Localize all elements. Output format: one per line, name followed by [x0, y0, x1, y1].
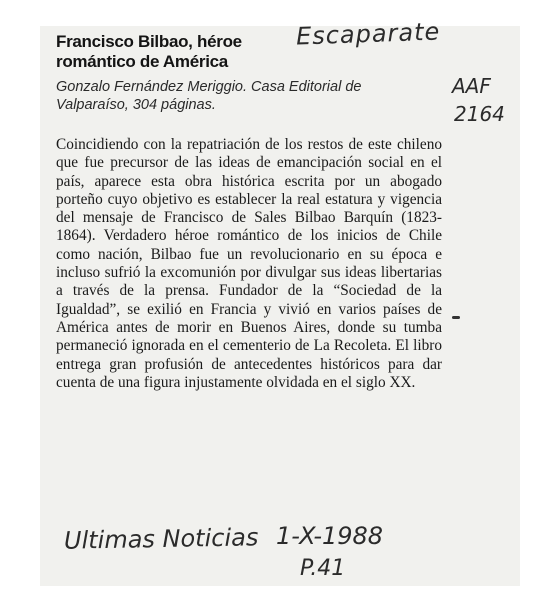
- handwritten-archive-code: AAF: [452, 74, 491, 98]
- handwritten-section-note: Escaparate: [295, 17, 441, 51]
- article-title: Francisco Bilbao, héroe romántico de América: [56, 32, 242, 71]
- handwritten-date: 1-X-1988: [276, 522, 384, 550]
- handwritten-source: Ultimas Noticias: [63, 523, 259, 555]
- handwritten-archive-number: 2164: [454, 102, 505, 126]
- margin-mark: [452, 316, 460, 319]
- article-body: Coincidiendo con la repatriación de los restos de este chileno que fue precursor de las ideas de emancipación social en el país, aparece esta obra histórica escrita por un abogado porteño cuyo objetivo es establecer la real estatura y vigencia del mensaje de Francisco de Sales Bilbao Barquín (1823-1864). Verdadero héroe romántico de los inicios de Chile como nación, Bilbao fue un revolucionario en su época e incluso sufrió la excomunión por divulgar sus ideas libertarias a través de la prensa. Fundador de la “Sociedad de la Igualdad”, se exilió en Francia y vivió en varios países de América antes de morir en Buenos Aires, donde su tumba permaneció ignorada en el cementerio de La Recoleta. El libro entrega gran profusión de antecedentes históricos para dar cuenta de una figura injustamente olvidada en el siglo XX.: [56, 136, 442, 391]
- handwritten-page: P.41: [300, 556, 346, 581]
- article-byline: Gonzalo Fernández Meriggio. Casa Editorial de Valparaíso, 304 páginas.: [56, 79, 362, 113]
